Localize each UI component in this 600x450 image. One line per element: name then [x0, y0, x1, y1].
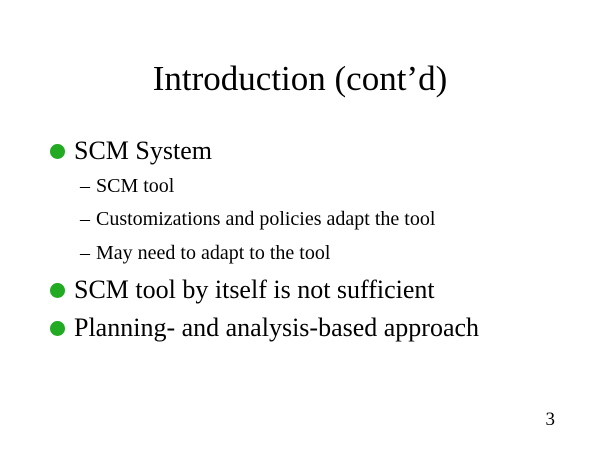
page-number: 3 — [545, 409, 555, 430]
bullet-dot-icon — [50, 283, 65, 298]
bullet-text: SCM System — [74, 136, 212, 165]
dash-marker: – — [80, 242, 90, 264]
sub-bullet-text: SCM tool — [96, 175, 175, 197]
sub-bullet-item — [80, 241, 330, 265]
bullet-dot-icon — [50, 144, 65, 159]
bullet-item — [50, 275, 435, 305]
slide-title: Introduction (cont’d) — [152, 59, 448, 98]
bullet-item — [50, 136, 212, 166]
sub-bullet-text: May need to adapt to the tool — [96, 242, 331, 264]
bullet-text: Planning- and analysis-based approach — [74, 313, 480, 342]
sub-bullet-item — [80, 174, 174, 198]
dash-marker: – — [80, 175, 90, 197]
bullet-dot-icon — [50, 321, 65, 336]
bullet-item — [50, 313, 479, 343]
sub-bullet-text: Customizations and policies adapt the tool — [96, 208, 436, 230]
bullet-text: SCM tool by itself is not sufficient — [74, 275, 435, 304]
sub-bullet-item — [80, 207, 435, 231]
dash-marker: – — [80, 208, 90, 230]
